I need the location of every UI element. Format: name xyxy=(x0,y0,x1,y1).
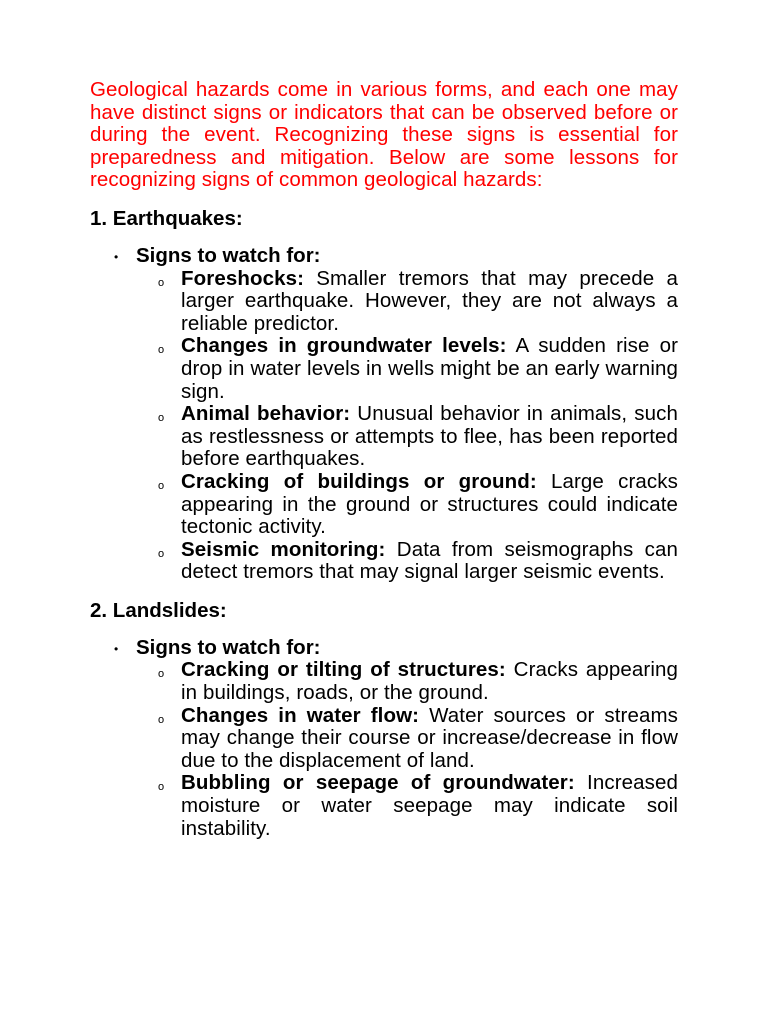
list-item xyxy=(90,772,678,840)
item-text: Unusual behavior in animals, such as restlessness or attempts to flee, has been reported before earthquakes. xyxy=(181,402,678,471)
sub-list xyxy=(90,268,678,584)
section-heading: 2. Landslides: xyxy=(90,598,227,622)
bullet-label: Signs to watch for: xyxy=(136,635,321,659)
item-term: Foreshocks: xyxy=(181,266,304,290)
circle-bullet-icon: o xyxy=(158,668,165,681)
sub-list xyxy=(90,659,678,840)
circle-bullet-icon: o xyxy=(158,781,165,794)
list-item xyxy=(90,659,678,704)
list-item xyxy=(90,335,678,403)
document-page xyxy=(90,79,678,840)
item-term: Animal behavior: xyxy=(181,402,351,426)
item-text: Cracks appearing in buildings, roads, or the ground. xyxy=(181,658,678,705)
circle-bullet-icon: o xyxy=(158,412,165,425)
bullet-dot-icon: • xyxy=(114,641,119,656)
item-term: Cracking of buildings or ground: xyxy=(181,469,537,493)
item-text: Large cracks appearing in the ground or structures could indicate tectonic activity. xyxy=(181,469,678,539)
circle-bullet-icon: o xyxy=(158,713,165,726)
bullet-item xyxy=(90,245,678,584)
intro-paragraph: Geological hazards come in various forms, and each one may have distinct signs or indicators that can be observed before or during the event. Recognizing these signs is essential for preparedness and mitigation. Below are some lessons for recognizing signs of common geological hazards: xyxy=(90,78,678,192)
list-item xyxy=(90,471,678,539)
section-earthquakes xyxy=(90,207,678,584)
section-landslides xyxy=(90,599,678,840)
item-term: Bubbling or seepage of groundwater: xyxy=(181,771,575,795)
item-text: A sudden rise or drop in water levels in wells might be an early warning sign. xyxy=(181,334,678,403)
item-text: Increased moisture or water seepage may indicate soil instability. xyxy=(181,771,678,840)
item-term: Cracking or tilting of structures: xyxy=(181,658,506,682)
list-item xyxy=(90,705,678,773)
circle-bullet-icon: o xyxy=(158,547,165,560)
circle-bullet-icon: o xyxy=(158,479,165,492)
list-item xyxy=(90,539,678,584)
section-heading: 1. Earthquakes: xyxy=(90,206,243,230)
item-text: Data from seismographs can detect tremors that may signal larger seismic events. xyxy=(181,537,679,584)
list-item xyxy=(90,403,678,471)
circle-bullet-icon: o xyxy=(158,344,165,357)
list-item xyxy=(90,268,678,336)
bullet-item xyxy=(90,637,678,840)
item-text: Smaller tremors that may precede a larger earthquake. However, they are not always a reliable predictor. xyxy=(181,266,678,335)
bullet-dot-icon: • xyxy=(114,249,119,264)
item-term: Changes in groundwater levels: xyxy=(181,334,507,358)
item-term: Seismic monitoring: xyxy=(181,537,386,561)
circle-bullet-icon: o xyxy=(158,276,165,289)
bullet-label: Signs to watch for: xyxy=(136,243,321,267)
item-text: Water sources or streams may change their course or increase/decrease in flow due to the displacement of land. xyxy=(181,703,679,772)
item-term: Changes in water flow: xyxy=(181,703,420,727)
